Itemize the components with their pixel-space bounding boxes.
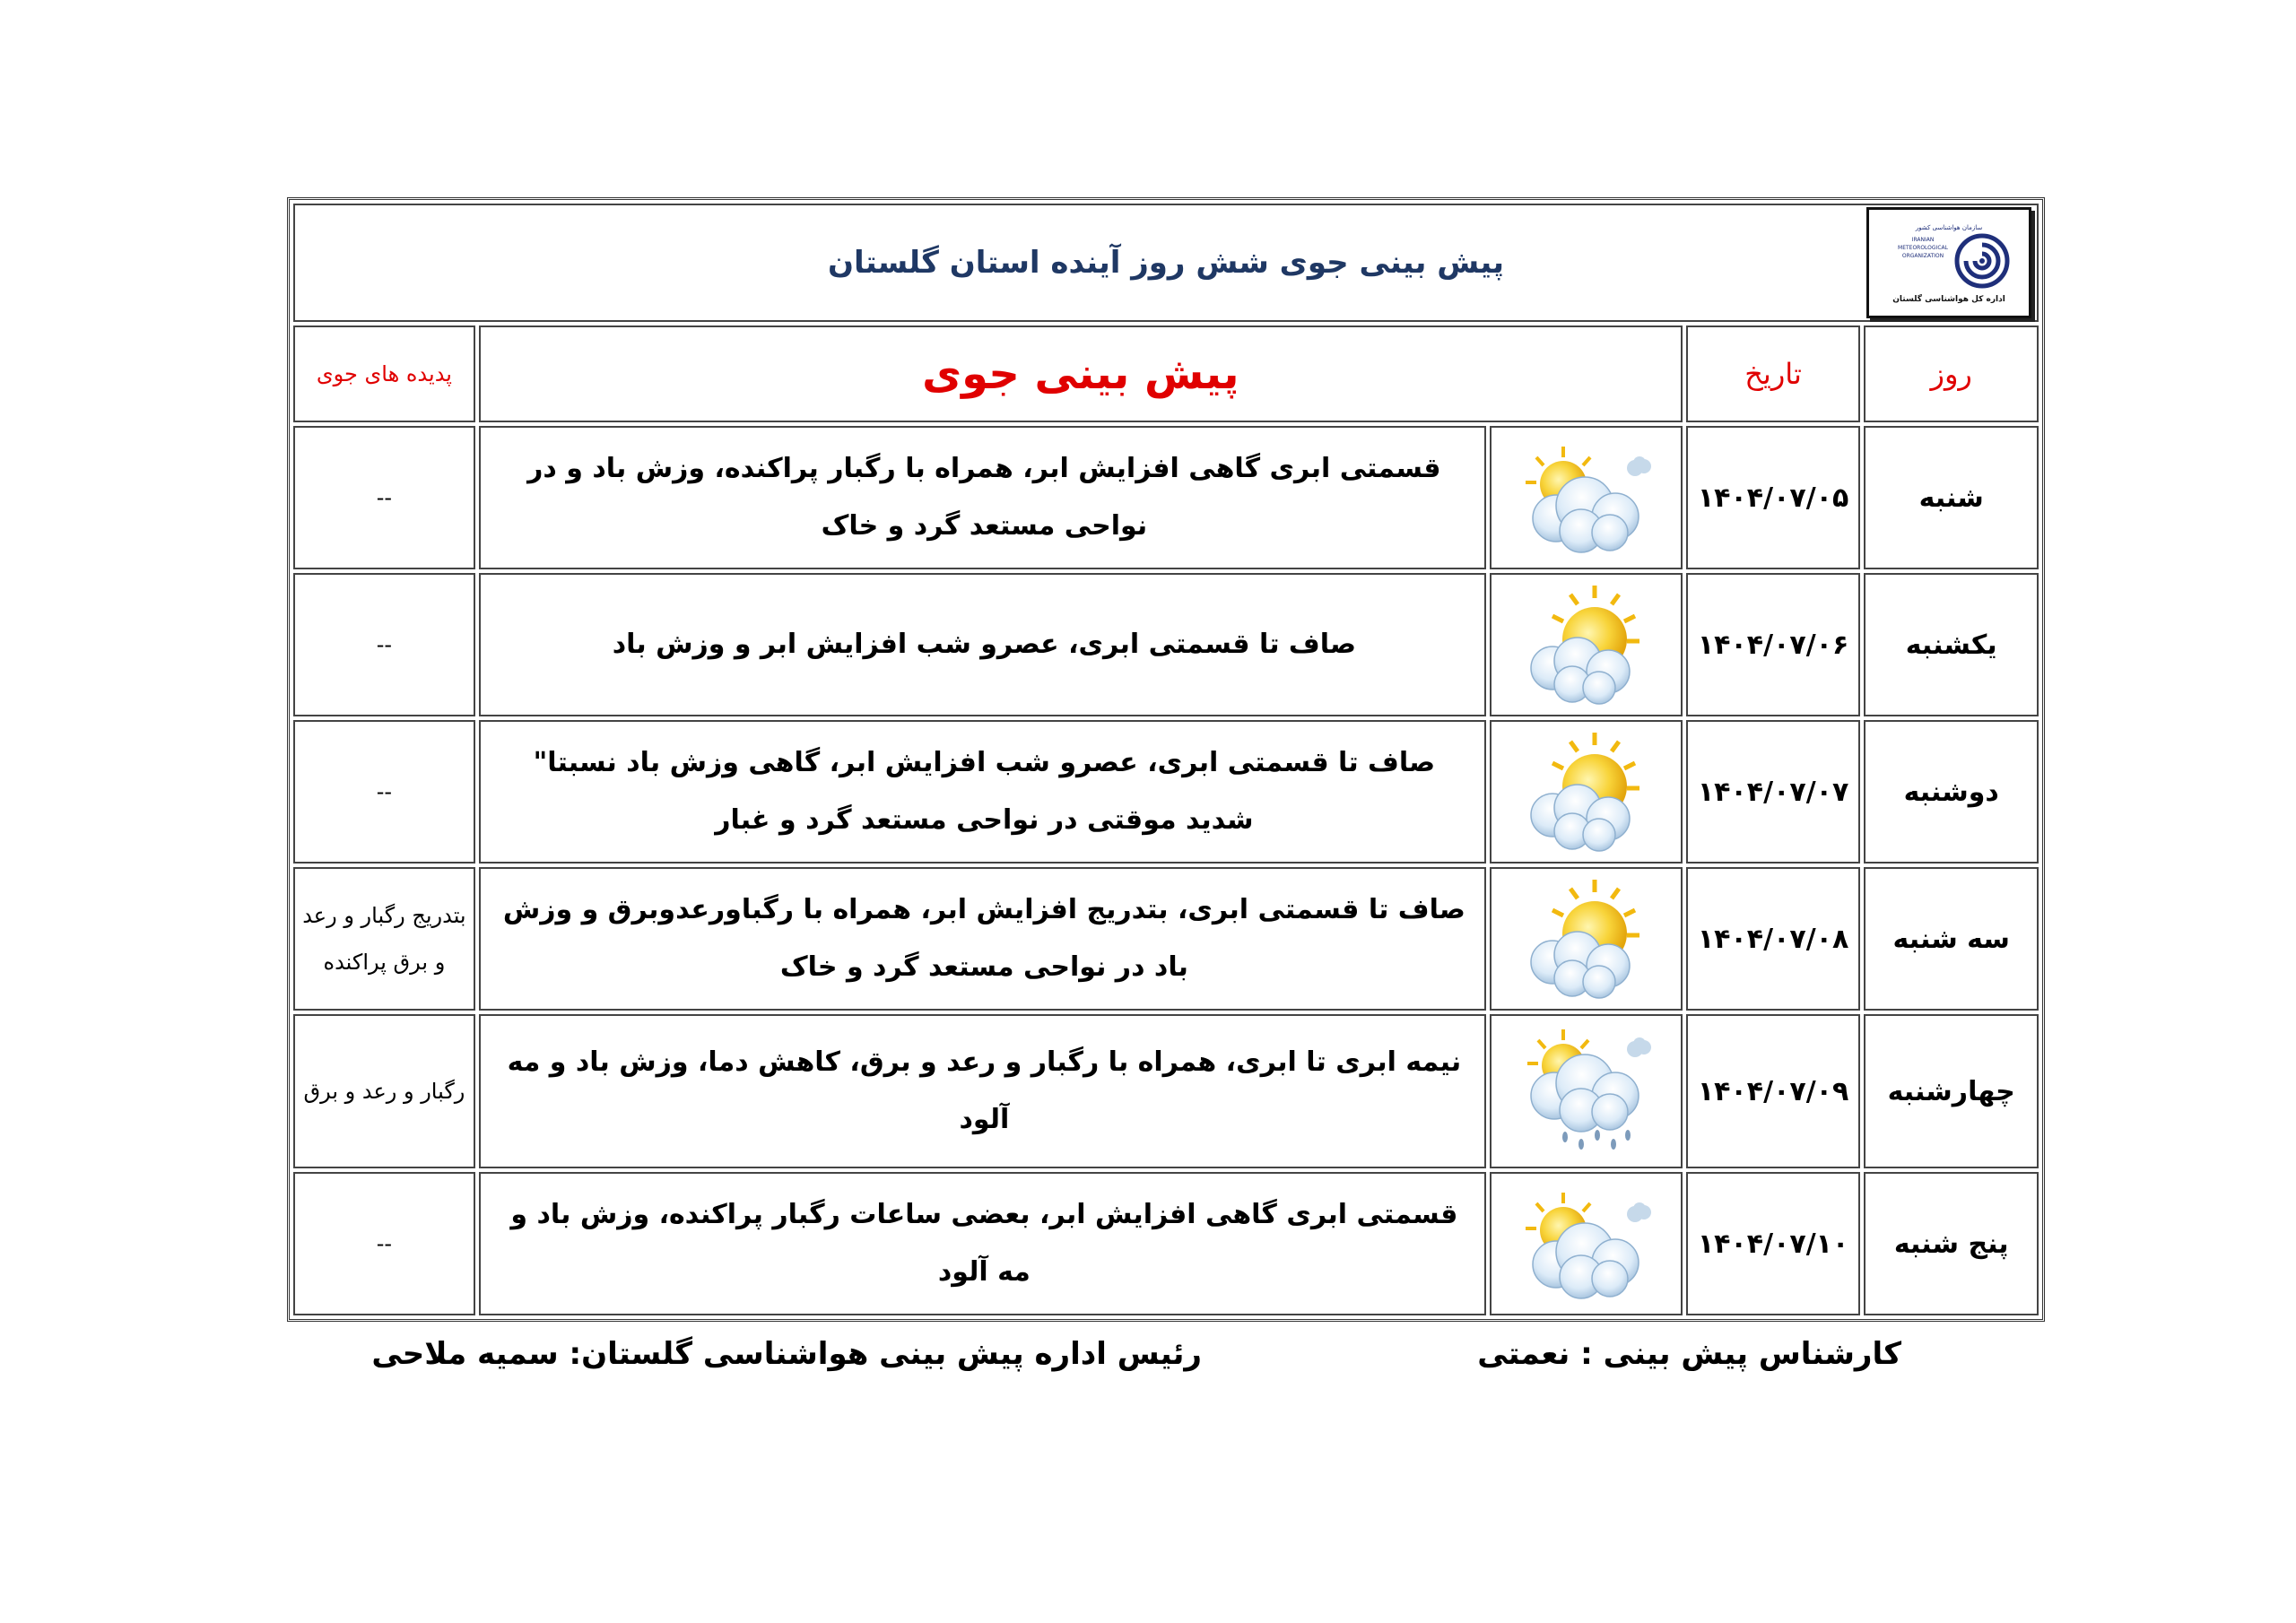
sun-cloud-icon (1509, 582, 1662, 707)
forecast-text: نیمه ابری تا ابری، همراه با رگبار و رعد و برق، کاهش دما، وزش باد و مه آلود (479, 1014, 1486, 1168)
weather-icon-cell (1490, 1172, 1683, 1315)
partly-cloudy-icon (1509, 1185, 1662, 1302)
date-cell: ۱۴۰۴/۰۷/۰۶ (1686, 573, 1861, 716)
title-cell (293, 204, 2039, 322)
column-header-forecast: پیش بینی جوی (479, 325, 1683, 422)
svg-text:IRANIAN: IRANIAN (1911, 237, 1935, 243)
forecast-sheet (287, 197, 2045, 1322)
organization-logo (1866, 207, 2031, 318)
forecast-text: صاف تا قسمتی ابری، بتدریج افزایش ابر، همراه با رگباورعدوبرق و وزش باد در نواحی مستعد گرد و خاک (479, 867, 1486, 1011)
forecast-text: قسمتی ابری گاهی افزایش ابر، بعضی ساعات رگبار پراکنده، وزش باد و مه آلود (479, 1172, 1486, 1315)
phenomena-cell: -- (293, 426, 475, 569)
forecast-expert: کارشناس پیش بینی : نعمتی (1477, 1336, 1901, 1372)
phenomena-cell: رگبار و رعد و برق (293, 1014, 475, 1168)
column-header-date: تاریخ (1686, 325, 1861, 422)
day-cell: پنج شنبه (1864, 1172, 2039, 1315)
date-cell: ۱۴۰۴/۰۷/۰۵ (1686, 426, 1861, 569)
table-row (293, 1014, 2039, 1168)
date-cell: ۱۴۰۴/۰۷/۱۰ (1686, 1172, 1861, 1315)
table-row (293, 867, 2039, 1011)
phenomena-cell: -- (293, 1172, 475, 1315)
date-cell: ۱۴۰۴/۰۷/۰۹ (1686, 1014, 1861, 1168)
rain-cloud-icon (1509, 1024, 1662, 1159)
weather-icon-cell (1490, 867, 1683, 1011)
svg-text:ORGANIZATION: ORGANIZATION (1901, 253, 1944, 259)
page-title: پیش بینی جوی شش روز آینده استان گلستان (828, 245, 1504, 281)
forecast-text: صاف تا قسمتی ابری، عصرو شب افزایش ابر، گاهی وزش باد نسبتا" شدید موقتی در نواحی مستعد گرد و غبار (479, 720, 1486, 864)
column-header-phenomena: پدیده های جوی (293, 325, 475, 422)
day-cell: شنبه (1864, 426, 2039, 569)
sun-cloud-icon (1509, 729, 1662, 855)
day-cell: یکشنبه (1864, 573, 2039, 716)
day-cell: سه شنبه (1864, 867, 2039, 1011)
meteorology-logo-icon (1882, 221, 2016, 293)
forecast-text: صاف تا قسمتی ابری، عصرو شب افزایش ابر و وزش باد (479, 573, 1486, 716)
weather-icon-cell (1490, 573, 1683, 716)
phenomena-cell: -- (293, 720, 475, 864)
table-row (293, 1172, 2039, 1315)
svg-text:METEOROLOGICAL: METEOROLOGICAL (1898, 245, 1948, 251)
date-cell: ۱۴۰۴/۰۷/۰۷ (1686, 720, 1861, 864)
date-cell: ۱۴۰۴/۰۷/۰۸ (1686, 867, 1861, 1011)
table-row (293, 426, 2039, 569)
phenomena-cell: -- (293, 573, 475, 716)
weather-icon-cell (1490, 1014, 1683, 1168)
forecast-chief: رئیس اداره پیش بینی هواشناسی گلستان: سمیه ملاحی (371, 1336, 1202, 1372)
svg-text:سازمان هواشناسی کشور: سازمان هواشناسی کشور (1915, 224, 1983, 231)
weather-icon-cell (1490, 720, 1683, 864)
table-row (293, 573, 2039, 716)
day-cell: چهارشنبه (1864, 1014, 2039, 1168)
column-header-day: روز (1864, 325, 2039, 422)
table-row (293, 720, 2039, 864)
day-cell: دوشنبه (1864, 720, 2039, 864)
forecast-table (287, 197, 2045, 1322)
forecast-text: قسمتی ابری گاهی افزایش ابر، همراه با رگبار پراکنده، وزش باد و در نواحی مستعد گرد و خاک (479, 426, 1486, 569)
logo-caption: اداره کل هواشناسی گلستان (1892, 295, 2005, 304)
sun-cloud-icon (1509, 876, 1662, 1002)
phenomena-cell: بتدریج رگبار و رعد و برق پراکنده (293, 867, 475, 1011)
partly-cloudy-icon (1509, 439, 1662, 556)
weather-icon-cell (1490, 426, 1683, 569)
